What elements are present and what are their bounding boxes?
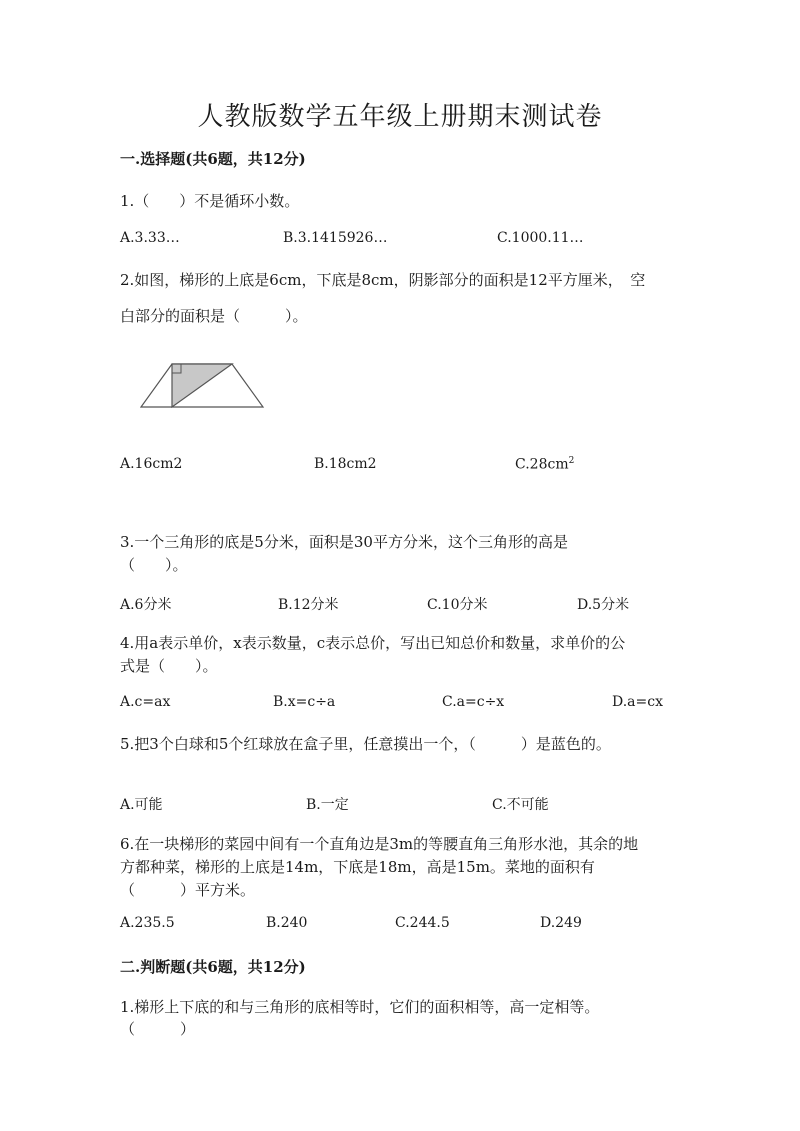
question-6-line3: （ ）平方米。 xyxy=(120,881,256,899)
question-5-option-c: C.不可能 xyxy=(492,797,549,813)
page-title: 人教版数学五年级上册期末测试卷 xyxy=(197,102,603,132)
question-2-line2: 白部分的面积是（ ）。 xyxy=(120,307,308,325)
question-2-option-c: $C.28cm^2$ xyxy=(515,456,575,473)
section-heading-judgement: 二.判断题(共6题，共12分) xyxy=(120,958,306,976)
judgement-1-line1: 1.梯形上下底的和与三角形的底相等时，它们的面积相等，高一定相等。 xyxy=(120,998,600,1016)
question-2-option-a: A.16cm2 xyxy=(120,456,183,472)
question-4-option-b: B.x=c÷a xyxy=(273,694,336,710)
question-4-line2: 式是（ ）。 xyxy=(120,657,218,675)
question-2-option-c-sup: 2 xyxy=(568,456,575,466)
question-4-option-c: C.a=c÷x xyxy=(442,694,505,710)
question-3-option-a: A.6分米 xyxy=(120,597,172,613)
question-4-option-d: D.a=cx xyxy=(612,694,663,710)
question-1-option-c: C.1000.11… xyxy=(497,230,584,246)
trapezoid-figure xyxy=(140,362,266,410)
question-4-line1: 4.用a表示单价，x表示数量，c表示总价，写出已知总价和数量，求单价的公 xyxy=(120,634,626,652)
question-4-option-a: A.c=ax xyxy=(120,694,171,710)
question-3-option-c: C.10分米 xyxy=(427,597,488,613)
question-1-option-a: A.3.33… xyxy=(120,230,180,246)
question-6-option-a: A.235.5 xyxy=(120,915,175,931)
judgement-1-line2: （ ） xyxy=(120,1020,196,1038)
section-heading-choice: 一.选择题(共6题，共12分) xyxy=(120,150,306,168)
question-3-line2: （ ）。 xyxy=(120,556,188,574)
question-1-option-b: B.3.1415926… xyxy=(283,230,388,246)
question-5-option-a: A.可能 xyxy=(120,797,163,813)
question-1-text: 1.（ ）不是循环小数。 xyxy=(120,192,300,210)
question-5-option-b: B.一定 xyxy=(306,797,349,813)
question-5-text: 5.把3个白球和5个红球放在盒子里，任意摸出一个，（ ）是蓝色的。 xyxy=(120,735,611,753)
question-6-line2: 方都种菜，梯形的上底是14m，下底是18m，高是15m。菜地的面积有 xyxy=(120,858,595,876)
question-3-option-b: B.12分米 xyxy=(278,597,339,613)
question-2-option-b: B.18cm2 xyxy=(314,456,377,472)
question-3-option-d: D.5分米 xyxy=(577,597,630,613)
question-6-option-d: D.249 xyxy=(540,915,582,931)
question-6-option-c: C.244.5 xyxy=(395,915,450,931)
question-2-line1: 2.如图，梯形的上底是6cm，下底是8cm，阴影部分的面积是12平方厘米， 空 xyxy=(120,271,646,289)
question-6-line1: 6.在一块梯形的菜园中间有一个直角边是3m的等腰直角三角形水池，其余的地 xyxy=(120,835,639,853)
question-3-line1: 3.一个三角形的底是5分米，面积是30平方分米，这个三角形的高是 xyxy=(120,533,568,551)
question-6-option-b: B.240 xyxy=(266,915,308,931)
